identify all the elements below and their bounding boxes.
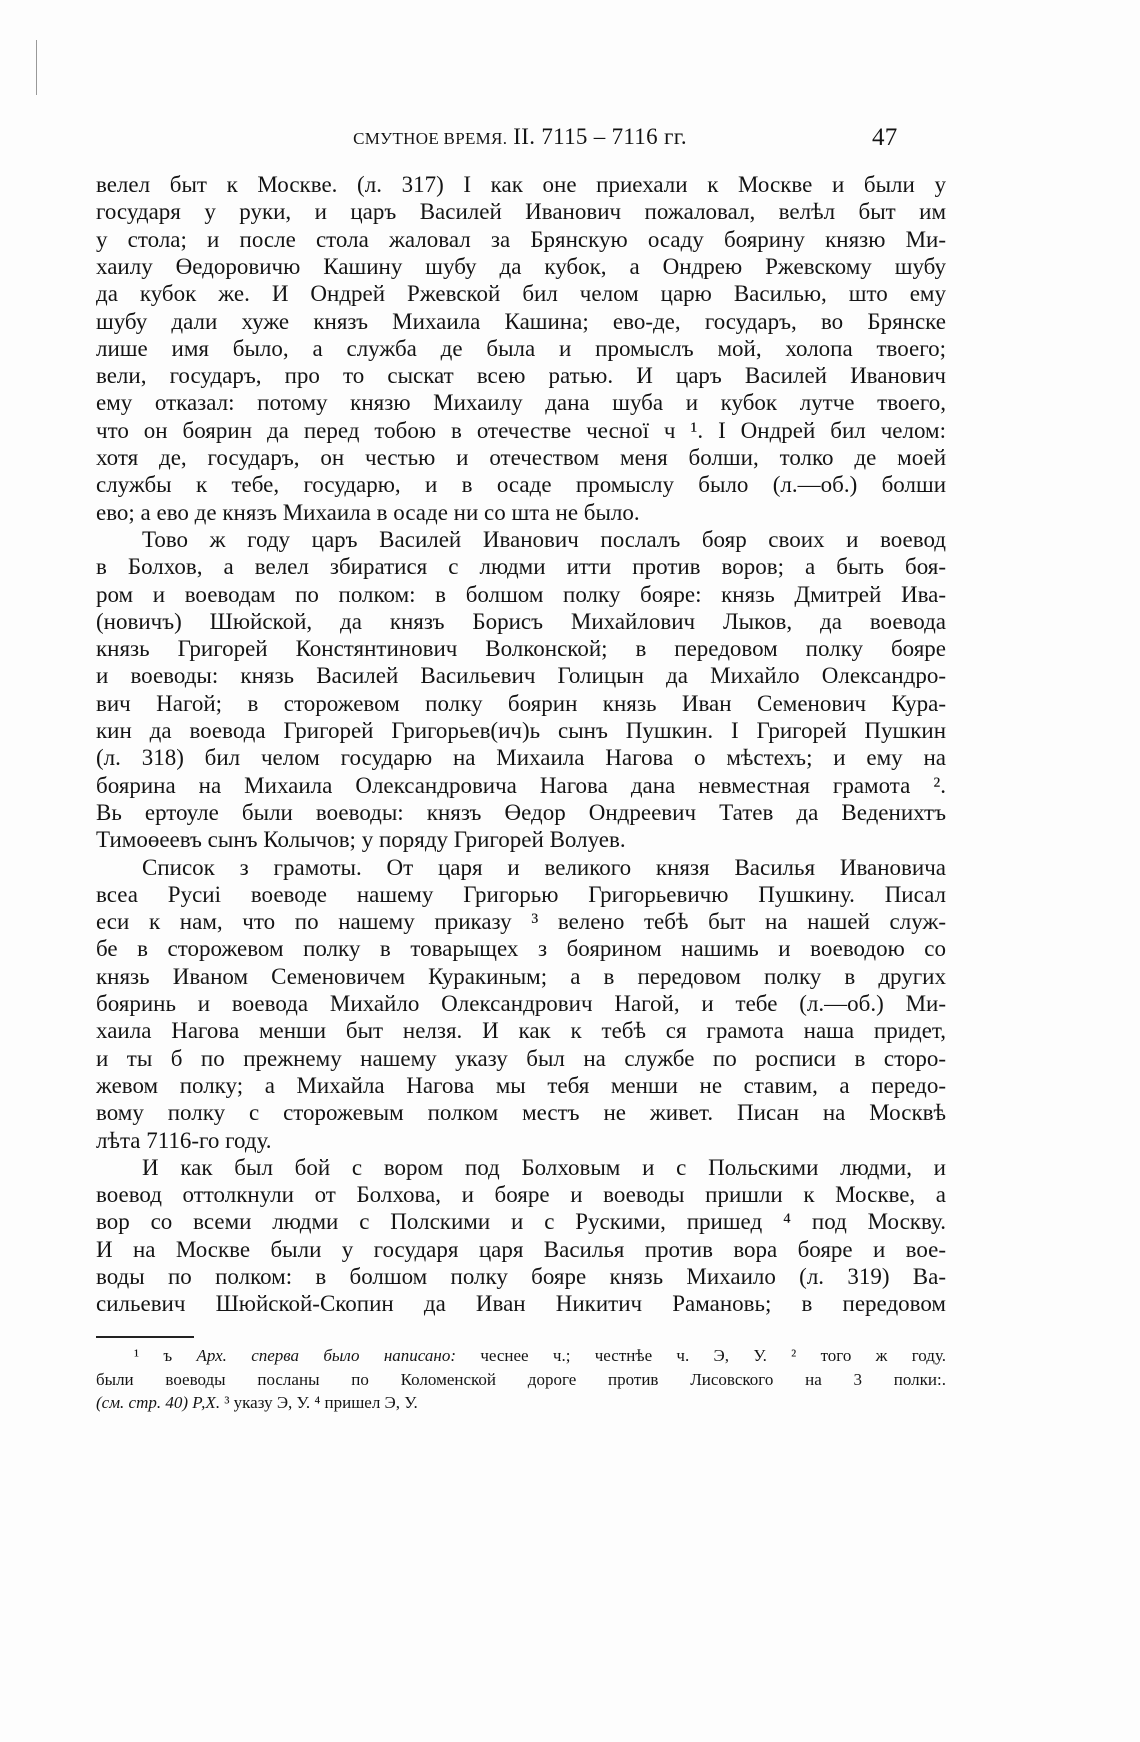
text-line: вому полку с сторожевым полком местъ не живет. Писан на Москвѣ — [96, 1100, 946, 1126]
text-line: ром и воеводам по полком: в болшом полку бояре: князь Дмитрей Ива- — [96, 581, 946, 607]
text-line: Вь ертоуле были воеводы: князъ Өедор Ондреевич Татев да Веденихтъ — [96, 799, 946, 825]
text-line: вели, государъ, про то сыскат всею ратью. И царъ Василей Иванович — [96, 363, 946, 389]
running-head-rest: II. 7115 – 7116 гг. — [507, 124, 687, 149]
text-line: ему отказал: потому князю Михаилу дана шуба и кубок лутче твоего, — [96, 390, 946, 416]
text-line: Тимоөеевъ сынъ Колычов; у поряду Григорей Волуев. — [96, 827, 626, 853]
text-line: князь Иваном Семеновичем Куракиным; а в передовом полку в других — [96, 963, 946, 989]
text-line: что он боярин да перед тобою в отечестве чеснoї ч ¹. I Ондрей бил челом: — [96, 417, 946, 443]
text-line: кин да воевода Григорей Григорьев(ич)ь сынъ Пушкин. I Григорей Пушкин — [96, 718, 946, 743]
text-line: шубу дали хуже князъ Михаила Кашина; ево-де, государъ, во Брянске — [96, 308, 946, 334]
text-line: Тово ж году царъ Василей Иванович послалъ бояр своих и воевод — [142, 526, 946, 552]
text-line: в Болхов, а велел збиратися с людми итти против воров; а быть боя- — [96, 554, 946, 580]
scan-artifact — [36, 40, 37, 95]
text-line: И как был бой с вором под Болховым и с Польскими людми, и — [142, 1154, 946, 1180]
text-line: сильевич Шюйской-Скопин да Иван Никитич Рамановь; в передовом — [96, 1291, 946, 1317]
text-line: еси к нам, что по нашему приказу ³ велено тебѣ быт на нашей служ- — [96, 909, 946, 935]
text-line: Список з грамоты. От царя и великого князя Василья Ивановича — [142, 854, 946, 880]
text-line: хотя де, государъ, он честью и отечеством меня болши, толко де моей — [96, 445, 946, 470]
text-line: воевод оттолкнули от Болхова, и бояре и воеводы пришли к Москве, а — [96, 1182, 946, 1208]
running-head-caps: СМУТНОЕ ВРЕМЯ. — [353, 129, 508, 148]
text-line: службы к тебе, государю, и в осаде промыслу было (л.—об.) болши — [96, 472, 946, 498]
footnote-italic-text: Арх. сперва было написано: — [196, 1346, 457, 1365]
footnote-text: чеснее ч.; честнѣе ч. Э, У. ² того ж году. — [456, 1346, 946, 1365]
footnote-italic-text: (см. стр. 40) Р,Х. — [96, 1393, 221, 1412]
text-line: вор со всеми людми с Полскими и с Рускими, пришед ⁴ под Москву. — [96, 1209, 946, 1235]
text-line: ево; а ево де князъ Михаила в осаде ни со шта не было. — [96, 499, 640, 525]
text-line: у стола; и после стола жаловал за Брянскую осаду боярину князю Ми- — [96, 226, 946, 252]
page-number: 47 — [872, 124, 898, 151]
footnote-line — [134, 1344, 946, 1367]
text-line: всеа Русиі воеводе нашему Григорью Григорьевичю Пушкину. Писал — [96, 881, 946, 907]
text-line: бояринь и воевода Михайло Олександрович Нагой, и тебе (л.—об.) Ми- — [96, 991, 946, 1016]
text-line: вич Нагой; в сторожевом полку боярин князь Иван Семенович Кура- — [96, 690, 946, 716]
footnote-line — [96, 1391, 946, 1414]
footnote-text: ¹ ъ — [134, 1346, 197, 1365]
text-line: жевом полку; а Михайла Нагова мы тебя менши не ставим, а передо- — [96, 1072, 946, 1098]
footnote-line — [96, 1368, 946, 1391]
text-line: (л. 318) бил челом государю на Михаила Нагова о мѣстехъ; и ему на — [96, 745, 946, 771]
footnote-text: ³ указу Э, У. ⁴ пришел Э, У. — [220, 1393, 418, 1412]
text-line: бе в сторожевом полку в товарыщех з боярином нашимь и воеводою со — [96, 936, 946, 962]
text-line: и воеводы: князь Василей Васильевич Голицын да Михайло Олександро- — [96, 663, 946, 689]
footnote-text: были воеводы посланы по Коломенской дороге против Лисовского на 3 полки:. — [96, 1369, 946, 1389]
text-line: боярина на Михаила Олександровича Нагова дана невместная грамота ². — [96, 772, 946, 798]
text-line: лише имя было, а служба де была и промыслъ мой, холопа твоего; — [96, 335, 946, 361]
text-line: государя у руки, и царъ Василей Иванович пожаловал, велѣл быт им — [96, 199, 946, 225]
text-line: воды по полком: в болшом полку бояре князь Михаило (л. 319) Ва- — [96, 1264, 946, 1289]
text-line: хаила Нагова менши быт нелзя. И как к тебѣ ся грамота наша придет, — [96, 1018, 946, 1044]
text-line: (новичъ) Шюйской, да князъ Борисъ Михайлович Лыков, да воевода — [96, 608, 946, 634]
footnote-rule — [96, 1336, 194, 1338]
text-line: И на Москве были у государя царя Василья против вора бояре и вое- — [96, 1236, 946, 1262]
text-line: да кубок же. И Ондрей Ржевской бил челом царю Василью, што ему — [96, 281, 946, 307]
text-line: велел быт к Москве. (л. 317) I как оне приехали к Москве и были у — [96, 172, 946, 197]
text-line: и ты б по прежнему нашему указу был на службе по росписи в сторо- — [96, 1045, 946, 1071]
text-line: хаилу Өедоровичю Кашину шубу да кубок, а Ондрею Ржевскому шубу — [96, 253, 946, 279]
text-line: князь Григорей Констянтинович Волконской; в передовом полку бояре — [96, 636, 946, 662]
text-line: лѣта 7116-го году. — [96, 1127, 272, 1153]
